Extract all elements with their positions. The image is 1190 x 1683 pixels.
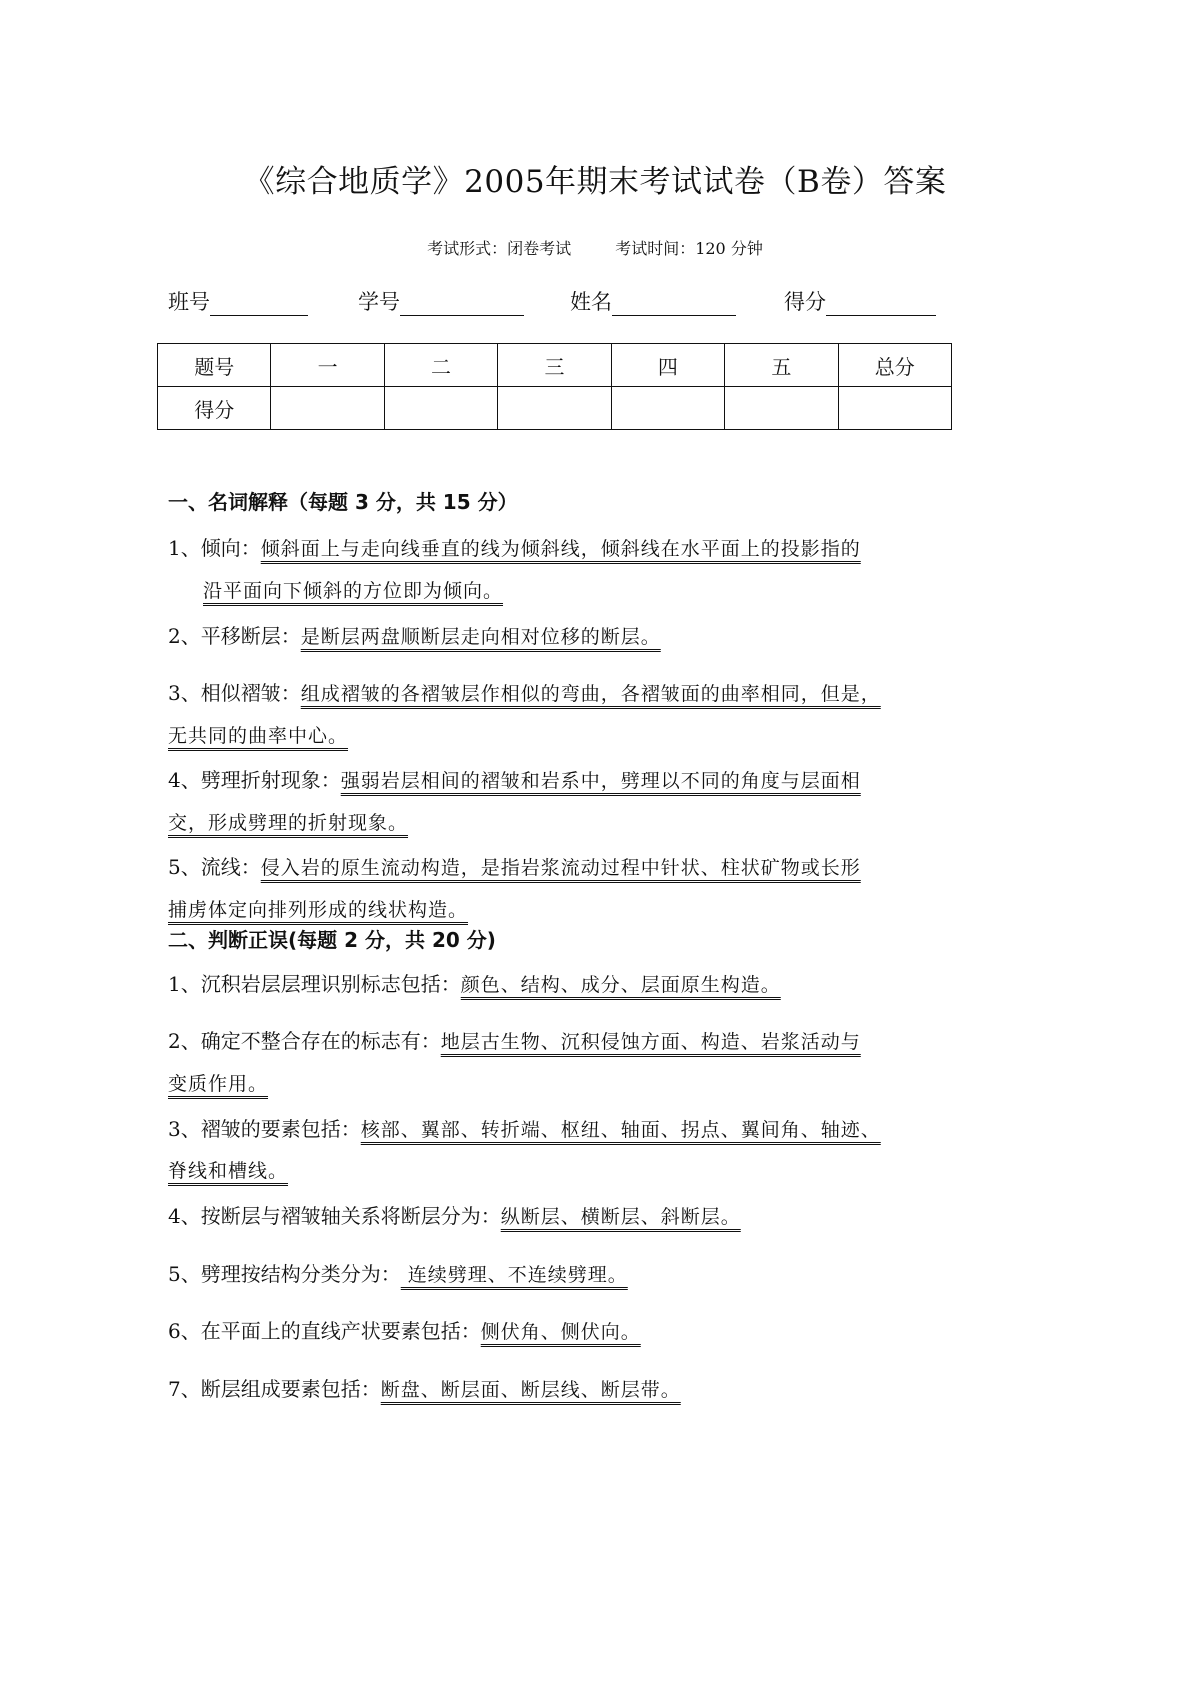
- tf-item-3-continued: [168, 1156, 288, 1183]
- item-answer-continued: 无共同的曲率中心。: [168, 725, 349, 747]
- item-answer-continued: 变质作用。: [168, 1073, 269, 1095]
- name-blank[interactable]: [612, 289, 736, 316]
- header-cell: 一: [271, 344, 384, 387]
- definition-item-4: [168, 764, 861, 793]
- header-cell: 五: [725, 344, 838, 387]
- section-heading-definitions: 一、名词解释（每题 3 分，共 15 分）: [168, 490, 518, 514]
- name-field[interactable]: [570, 286, 736, 316]
- header-cell: 二: [384, 344, 497, 387]
- item-answer: 核部、翼部、转折端、枢纽、轴面、拐点、翼间角、轴迹、: [360, 1119, 881, 1141]
- item-term: 2、平移断层：: [168, 624, 301, 648]
- item-answer-continued: 捕虏体定向排列形成的线状构造。: [168, 899, 469, 921]
- score-cell[interactable]: [498, 387, 611, 430]
- definition-item-3: [168, 677, 881, 706]
- field-label: 学号: [358, 290, 400, 314]
- score-cell[interactable]: [271, 387, 384, 430]
- item-answer: 强弱岩层相间的褶皱和岩系中，劈理以不同的角度与层面相: [340, 770, 861, 792]
- tf-item-2: [168, 1025, 861, 1054]
- item-answer: 倾斜面上与走向线垂直的线为倾斜线，倾斜线在水平面上的投影指的: [260, 538, 861, 560]
- item-answer: 侧伏角、侧伏向。: [480, 1321, 641, 1343]
- field-label: 姓名: [570, 290, 612, 314]
- tf-item-5: [168, 1258, 628, 1287]
- student-id-blank[interactable]: [400, 289, 524, 316]
- row-label-cell: 得分: [158, 387, 271, 430]
- student-id-field[interactable]: [358, 286, 524, 316]
- definition-item-1-continued: [203, 576, 503, 603]
- section-heading-true-false: 二、判断正误(每题 2 分，共 20 分): [168, 928, 496, 952]
- score-table-header-row: [158, 344, 952, 387]
- item-term: 6、在平面上的直线产状要素包括：: [168, 1319, 481, 1343]
- field-label: 班号: [168, 290, 210, 314]
- item-answer: 连续劈理、不连续劈理。: [400, 1264, 628, 1286]
- item-answer: 地层古生物、沉积侵蚀方面、构造、岩浆活动与: [440, 1031, 861, 1053]
- header-cell: 四: [611, 344, 724, 387]
- class-number-field[interactable]: [168, 286, 308, 316]
- tf-item-3: [168, 1113, 881, 1142]
- definition-item-4-continued: [168, 808, 408, 835]
- item-answer: 断盘、断层面、断层线、断层带。: [380, 1379, 681, 1401]
- item-term: 7、断层组成要素包括：: [168, 1377, 381, 1401]
- item-answer: 是断层两盘顺断层走向相对位移的断层。: [300, 626, 661, 648]
- item-term: 4、按断层与褶皱轴关系将断层分为：: [168, 1204, 501, 1228]
- tf-item-2-continued: [168, 1069, 268, 1096]
- item-term: 3、相似褶皱：: [168, 681, 301, 705]
- document-title: 《综合地质学》2005年期末考试试卷（B卷）答案: [243, 164, 947, 200]
- tf-item-1: [168, 968, 781, 997]
- item-answer-continued: 脊线和槽线。: [168, 1160, 289, 1182]
- definition-item-2: [168, 620, 661, 649]
- header-cell: 三: [498, 344, 611, 387]
- item-term: 2、确定不整合存在的标志有：: [168, 1029, 441, 1053]
- definition-item-1: [168, 532, 861, 561]
- definition-item-5-continued: [168, 895, 468, 922]
- score-blank[interactable]: [826, 289, 936, 316]
- item-term: 1、沉积岩层层理识别标志包括：: [168, 972, 461, 996]
- item-term: 1、倾向：: [168, 536, 261, 560]
- score-cell[interactable]: [611, 387, 724, 430]
- item-answer: 组成褶皱的各褶皱层作相似的弯曲，各褶皱面的曲率相同，但是，: [300, 683, 881, 705]
- definition-item-5: [168, 851, 861, 880]
- item-term: 3、褶皱的要素包括：: [168, 1117, 361, 1141]
- item-answer-continued: 沿平面向下倾斜的方位即为倾向。: [203, 580, 504, 602]
- item-term: 5、劈理按结构分类分为：: [168, 1262, 401, 1286]
- field-label: 得分: [784, 290, 826, 314]
- header-cell: 总分: [838, 344, 951, 387]
- exam-info: [0, 236, 1190, 259]
- tf-item-7: [168, 1373, 681, 1402]
- tf-item-6: [168, 1315, 641, 1344]
- item-answer-continued: 交，形成劈理的折射现象。: [168, 812, 409, 834]
- definition-item-3-continued: [168, 721, 348, 748]
- item-term: 5、流线：: [168, 855, 261, 879]
- item-term: 4、劈理折射现象：: [168, 768, 341, 792]
- score-table-score-row: [158, 387, 952, 430]
- score-table: [157, 343, 952, 430]
- exam-form: 考试形式：闭卷考试: [427, 239, 572, 258]
- item-answer: 侵入岩的原生流动构造，是指岩浆流动过程中针状、柱状矿物或长形: [260, 857, 861, 879]
- score-cell[interactable]: [725, 387, 838, 430]
- exam-time: 考试时间：120 分钟: [615, 239, 763, 258]
- header-cell: 题号: [158, 344, 271, 387]
- score-field[interactable]: [784, 286, 936, 316]
- class-number-blank[interactable]: [210, 289, 308, 316]
- tf-item-4: [168, 1200, 741, 1229]
- item-answer: 颜色、结构、成分、层面原生构造。: [460, 974, 781, 996]
- score-cell[interactable]: [384, 387, 497, 430]
- item-answer: 纵断层、横断层、斜断层。: [500, 1206, 741, 1228]
- score-cell[interactable]: [838, 387, 951, 430]
